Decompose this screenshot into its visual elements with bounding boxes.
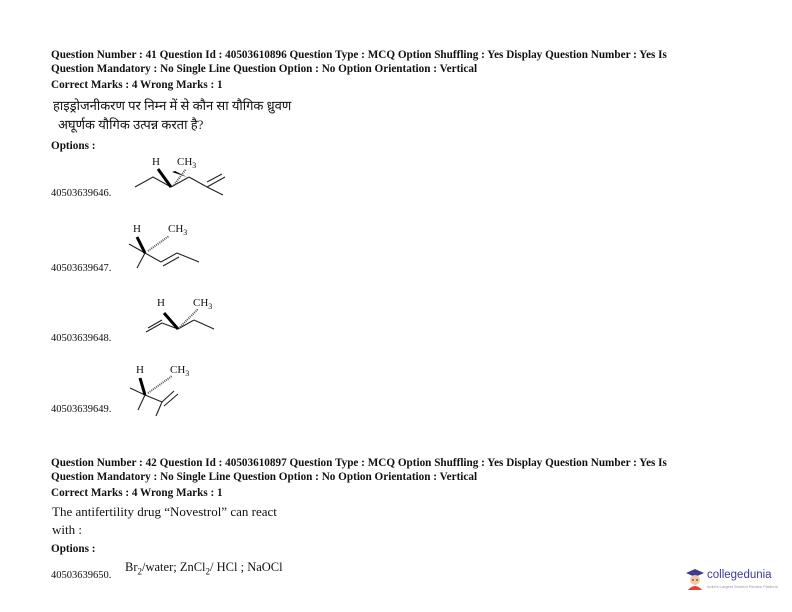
q41-option-4-h: H	[136, 364, 144, 376]
q41-options-label: Options :	[51, 140, 96, 152]
logo-tagline: India's Largest Student Review Platform	[707, 584, 779, 589]
q42-text-line1: The antifertility drug “Novestrol” can react	[52, 504, 277, 519]
svg-text:CH3	[177, 156, 196, 170]
q41-option-3-sub: 3	[208, 302, 213, 311]
q41-option-1-sub: 3	[192, 161, 197, 170]
q41-option-2-sub: 3	[183, 228, 188, 237]
q41-option-1-h: H	[152, 156, 160, 168]
q41-option-2-h: H	[133, 223, 141, 235]
q41-option-3-structure	[140, 293, 230, 343]
q41-option-4-structure	[120, 360, 210, 420]
q41-marks: Correct Marks : 4 Wrong Marks : 1	[51, 79, 223, 91]
graduate-icon	[685, 568, 705, 590]
q42-meta-line1: Question Number : 42 Question Id : 40503610897 Question Type : MCQ Option Shuffling : Yes Display Question Number : Yes Is	[51, 457, 667, 469]
q41-option-1-ch: CH	[177, 156, 193, 168]
q41-option-3-h: H	[157, 297, 165, 309]
logo-name: collegedunia	[707, 569, 772, 581]
q41-option-1-id: 40503639646.	[51, 188, 112, 199]
svg-text:CH3	[170, 364, 189, 378]
formula-sub-1: 2	[137, 566, 142, 577]
q42-option-1-formula	[125, 560, 283, 577]
formula-part-3: / HCl ; NaOCl	[210, 560, 283, 574]
q41-text-line1: हाइड्रोजनीकरण पर निम्न में से कौन सा यौगिक ध्रुवण	[53, 98, 292, 113]
q42-text-line2: with :	[52, 522, 82, 537]
formula-part-1: Br	[125, 560, 138, 574]
q41-option-3-ch: CH	[193, 297, 209, 309]
svg-text:CH3	[168, 223, 187, 237]
q42-meta-line2: Question Mandatory : No Single Line Question Option : No Option Orientation : Vertical	[51, 471, 478, 483]
q41-option-3-id: 40503639648.	[51, 333, 112, 344]
q41-text-line2: अघूर्णक यौगिक उत्पन्न करता है?	[58, 117, 204, 132]
q41-option-1-structure	[125, 150, 235, 205]
q41-option-4-id: 40503639649.	[51, 404, 112, 415]
q41-option-2-id: 40503639647.	[51, 263, 112, 274]
q41-option-2-ch: CH	[168, 223, 184, 235]
q41-option-2-structure	[115, 218, 215, 278]
formula-sub-2: 2	[205, 566, 211, 577]
collegedunia-logo	[683, 565, 787, 595]
q42-marks: Correct Marks : 4 Wrong Marks : 1	[51, 487, 223, 499]
q41-option-4-sub: 3	[185, 369, 190, 378]
formula-part-2: /water; ZnCl	[142, 560, 206, 574]
svg-text:CH3	[193, 297, 212, 311]
q42-option-1-id: 40503639650.	[51, 570, 112, 581]
q42-options-label: Options :	[51, 543, 96, 555]
q41-option-4-ch: CH	[170, 364, 186, 376]
q41-meta-line2: Question Mandatory : No Single Line Question Option : No Option Orientation : Vertical	[51, 63, 478, 75]
q41-meta-line1: Question Number : 41 Question Id : 40503610896 Question Type : MCQ Option Shuffling : Yes Display Question Number : Yes Is	[51, 49, 667, 61]
